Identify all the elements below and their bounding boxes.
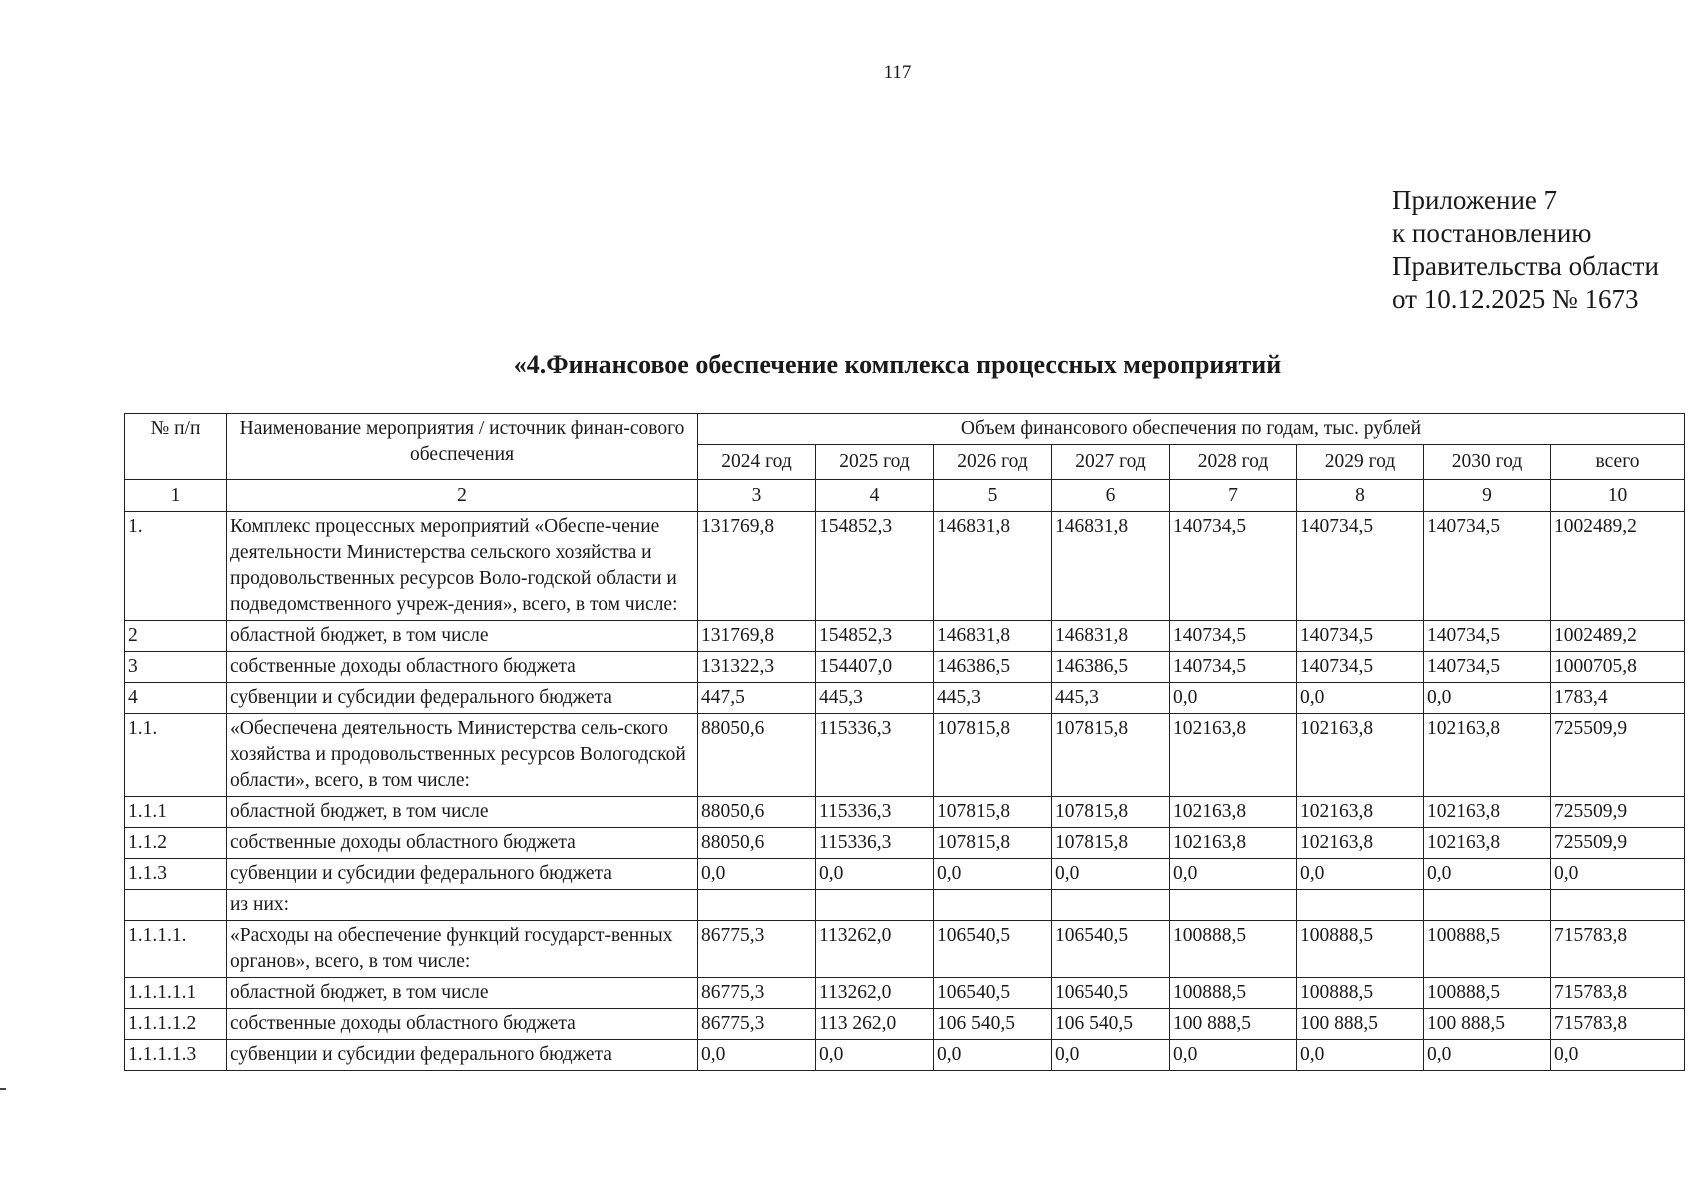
column-number: 4 xyxy=(816,480,934,512)
table-row xyxy=(125,797,1685,828)
row-number: 1.1. xyxy=(125,714,227,797)
table-row xyxy=(125,714,1685,797)
row-value: 0,0 xyxy=(1297,859,1424,890)
row-value: 113262,0 xyxy=(816,921,934,978)
row-value: 0,0 xyxy=(934,859,1052,890)
row-name: областной бюджет, в том числе xyxy=(227,621,698,652)
row-value: 725509,9 xyxy=(1551,714,1685,797)
row-value: 106540,5 xyxy=(1052,978,1170,1009)
table-row xyxy=(125,978,1685,1009)
row-value: 131769,8 xyxy=(698,512,816,621)
row-number: 1.1.1 xyxy=(125,797,227,828)
row-value: 140734,5 xyxy=(1424,652,1551,683)
row-value: 1783,4 xyxy=(1551,683,1685,714)
row-value: 140734,5 xyxy=(1170,621,1297,652)
appendix-line: Правительства области xyxy=(1392,251,1659,281)
header-year: 2026 год xyxy=(934,445,1052,480)
row-value xyxy=(1052,890,1170,921)
row-value: 0,0 xyxy=(1551,1040,1685,1071)
row-value: 1002489,2 xyxy=(1551,512,1685,621)
row-value: 447,5 xyxy=(698,683,816,714)
row-value: 100888,5 xyxy=(1170,978,1297,1009)
row-value: 100 888,5 xyxy=(1170,1009,1297,1040)
header-num: № п/п xyxy=(125,414,227,480)
row-value: 146831,8 xyxy=(1052,621,1170,652)
row-value: 1000705,8 xyxy=(1551,652,1685,683)
row-value: 154852,3 xyxy=(816,512,934,621)
appendix-note xyxy=(1392,184,1659,316)
row-value: 0,0 xyxy=(698,1040,816,1071)
row-value: 146831,8 xyxy=(1052,512,1170,621)
row-value: 0,0 xyxy=(1052,1040,1170,1071)
row-value: 102163,8 xyxy=(1297,828,1424,859)
row-value: 0,0 xyxy=(698,859,816,890)
row-number: 3 xyxy=(125,652,227,683)
header-year: 2029 год xyxy=(1297,445,1424,480)
row-number: 4 xyxy=(125,683,227,714)
column-number: 9 xyxy=(1424,480,1551,512)
row-value: 154407,0 xyxy=(816,652,934,683)
row-value: 146386,5 xyxy=(934,652,1052,683)
row-value: 88050,6 xyxy=(698,797,816,828)
row-value: 140734,5 xyxy=(1297,621,1424,652)
row-name: субвенции и субсидии федерального бюджета xyxy=(227,1040,698,1071)
row-value: 0,0 xyxy=(1424,859,1551,890)
row-value: 140734,5 xyxy=(1170,512,1297,621)
row-value xyxy=(1424,890,1551,921)
row-value: 107815,8 xyxy=(934,797,1052,828)
row-value: 131769,8 xyxy=(698,621,816,652)
row-value: 113262,0 xyxy=(816,978,934,1009)
row-value: 100888,5 xyxy=(1424,921,1551,978)
row-value: 102163,8 xyxy=(1424,714,1551,797)
row-value: 106 540,5 xyxy=(934,1009,1052,1040)
row-value: 102163,8 xyxy=(1424,828,1551,859)
row-value: 154852,3 xyxy=(816,621,934,652)
row-name: из них: xyxy=(227,890,698,921)
table-row xyxy=(125,652,1685,683)
row-value: 106 540,5 xyxy=(1052,1009,1170,1040)
row-value: 146831,8 xyxy=(934,621,1052,652)
row-value: 140734,5 xyxy=(1297,512,1424,621)
table-row xyxy=(125,683,1685,714)
row-value: 107815,8 xyxy=(1052,714,1170,797)
row-value: 100888,5 xyxy=(1297,978,1424,1009)
table-row xyxy=(125,921,1685,978)
row-number: 1.1.3 xyxy=(125,859,227,890)
appendix-line: Приложение 7 xyxy=(1392,185,1558,215)
row-value: 86775,3 xyxy=(698,1009,816,1040)
header-volume: Объем финансового обеспечения по годам, тыс. рублей xyxy=(698,414,1685,445)
table-row xyxy=(125,1009,1685,1040)
header-year: 2030 год xyxy=(1424,445,1551,480)
page-number: 117 xyxy=(883,62,912,83)
row-value: 1002489,2 xyxy=(1551,621,1685,652)
row-number: 1.1.1.1. xyxy=(125,921,227,978)
row-value: 146831,8 xyxy=(934,512,1052,621)
row-value: 113 262,0 xyxy=(816,1009,934,1040)
row-value: 140734,5 xyxy=(1170,652,1297,683)
header-year: 2027 год xyxy=(1052,445,1170,480)
column-number: 7 xyxy=(1170,480,1297,512)
column-number: 10 xyxy=(1551,480,1685,512)
row-number: 1. xyxy=(125,512,227,621)
row-value xyxy=(1551,890,1685,921)
row-number: 1.1.2 xyxy=(125,828,227,859)
row-name: областной бюджет, в том числе xyxy=(227,978,698,1009)
row-value: 0,0 xyxy=(1551,859,1685,890)
row-value: 0,0 xyxy=(1170,1040,1297,1071)
row-value: 100888,5 xyxy=(1170,921,1297,978)
row-value: 100888,5 xyxy=(1297,921,1424,978)
row-value: 0,0 xyxy=(1170,859,1297,890)
row-value: 715783,8 xyxy=(1551,978,1685,1009)
row-value: 115336,3 xyxy=(816,714,934,797)
row-value: 115336,3 xyxy=(816,797,934,828)
row-number xyxy=(125,890,227,921)
section-title: «4.Финансовое обеспечение комплекса процессных мероприятий xyxy=(513,350,1282,379)
table-row xyxy=(125,621,1685,652)
column-number: 2 xyxy=(227,480,698,512)
row-name: Комплекс процессных мероприятий «Обеспе-чение деятельности Министерства сельского хозяйства и продовольственных ресурсов Воло-годской области и подведомственного учреж-дения», всего, в том числе: xyxy=(227,512,698,621)
appendix-line: от 10.12.2025 № 1673 xyxy=(1392,284,1639,314)
row-value: 102163,8 xyxy=(1297,714,1424,797)
row-value: 140734,5 xyxy=(1297,652,1424,683)
row-value: 88050,6 xyxy=(698,828,816,859)
header-year: 2028 год xyxy=(1170,445,1297,480)
row-number: 1.1.1.1.3 xyxy=(125,1040,227,1071)
row-value: 0,0 xyxy=(1297,683,1424,714)
row-value: 86775,3 xyxy=(698,978,816,1009)
row-value: 102163,8 xyxy=(1424,797,1551,828)
row-value: 106540,5 xyxy=(934,978,1052,1009)
row-value: 107815,8 xyxy=(934,714,1052,797)
financing-table xyxy=(124,413,1685,1071)
row-value: 102163,8 xyxy=(1170,797,1297,828)
row-value: 715783,8 xyxy=(1551,1009,1685,1040)
row-value: 100888,5 xyxy=(1424,978,1551,1009)
column-number: 3 xyxy=(698,480,816,512)
row-value: 445,3 xyxy=(934,683,1052,714)
header-year: всего xyxy=(1551,445,1685,480)
row-value: 107815,8 xyxy=(934,828,1052,859)
row-name: субвенции и субсидии федерального бюджета xyxy=(227,683,698,714)
row-value xyxy=(1170,890,1297,921)
row-value: 0,0 xyxy=(816,859,934,890)
table-row xyxy=(125,828,1685,859)
row-name: субвенции и субсидии федерального бюджета xyxy=(227,859,698,890)
table-row xyxy=(125,859,1685,890)
appendix-line: к постановлению xyxy=(1392,218,1592,248)
row-value: 106540,5 xyxy=(934,921,1052,978)
column-number: 1 xyxy=(125,480,227,512)
row-value xyxy=(698,890,816,921)
row-value: 100 888,5 xyxy=(1424,1009,1551,1040)
row-value: 0,0 xyxy=(1052,859,1170,890)
row-value: 102163,8 xyxy=(1170,828,1297,859)
row-value: 86775,3 xyxy=(698,921,816,978)
column-number: 8 xyxy=(1297,480,1424,512)
row-value: 0,0 xyxy=(1424,1040,1551,1071)
row-value: 0,0 xyxy=(934,1040,1052,1071)
table-row xyxy=(125,1040,1685,1071)
row-value: 140734,5 xyxy=(1424,512,1551,621)
row-number: 1.1.1.1.1 xyxy=(125,978,227,1009)
row-name: собственные доходы областного бюджета xyxy=(227,828,698,859)
row-value: 100 888,5 xyxy=(1297,1009,1424,1040)
row-value: 445,3 xyxy=(1052,683,1170,714)
row-number: 1.1.1.1.2 xyxy=(125,1009,227,1040)
header-row xyxy=(125,414,1685,445)
row-name: областной бюджет, в том числе xyxy=(227,797,698,828)
row-name: «Обеспечена деятельность Министерства сель-ского хозяйства и продовольственных ресурсов Вологодской области», всего, в том числе: xyxy=(227,714,698,797)
header-year: 2024 год xyxy=(698,445,816,480)
row-value: 106540,5 xyxy=(1052,921,1170,978)
row-value: 0,0 xyxy=(1424,683,1551,714)
row-value: 140734,5 xyxy=(1424,621,1551,652)
column-number-row xyxy=(125,480,1685,512)
row-number: 2 xyxy=(125,621,227,652)
row-value: 725509,9 xyxy=(1551,797,1685,828)
row-value: 131322,3 xyxy=(698,652,816,683)
column-number: 6 xyxy=(1052,480,1170,512)
row-value: 0,0 xyxy=(1297,1040,1424,1071)
row-value: 107815,8 xyxy=(1052,797,1170,828)
header-name: Наименование мероприятия / источник финан-сового обеспечения xyxy=(227,414,698,480)
row-value: 445,3 xyxy=(816,683,934,714)
row-value xyxy=(816,890,934,921)
table-row xyxy=(125,512,1685,621)
row-value: 88050,6 xyxy=(698,714,816,797)
table-row xyxy=(125,890,1685,921)
row-value xyxy=(1297,890,1424,921)
row-value: 107815,8 xyxy=(1052,828,1170,859)
row-value: 725509,9 xyxy=(1551,828,1685,859)
row-value: 102163,8 xyxy=(1170,714,1297,797)
header-year: 2025 год xyxy=(816,445,934,480)
row-value: 102163,8 xyxy=(1297,797,1424,828)
row-value: 0,0 xyxy=(816,1040,934,1071)
row-name: собственные доходы областного бюджета xyxy=(227,652,698,683)
row-name: «Расходы на обеспечение функций государст-венных органов», всего, в том числе: xyxy=(227,921,698,978)
row-value: 115336,3 xyxy=(816,828,934,859)
row-value: 146386,5 xyxy=(1052,652,1170,683)
column-number: 5 xyxy=(934,480,1052,512)
scan-mark xyxy=(0,1088,6,1090)
row-value xyxy=(934,890,1052,921)
row-value: 0,0 xyxy=(1170,683,1297,714)
row-name: собственные доходы областного бюджета xyxy=(227,1009,698,1040)
row-value: 715783,8 xyxy=(1551,921,1685,978)
